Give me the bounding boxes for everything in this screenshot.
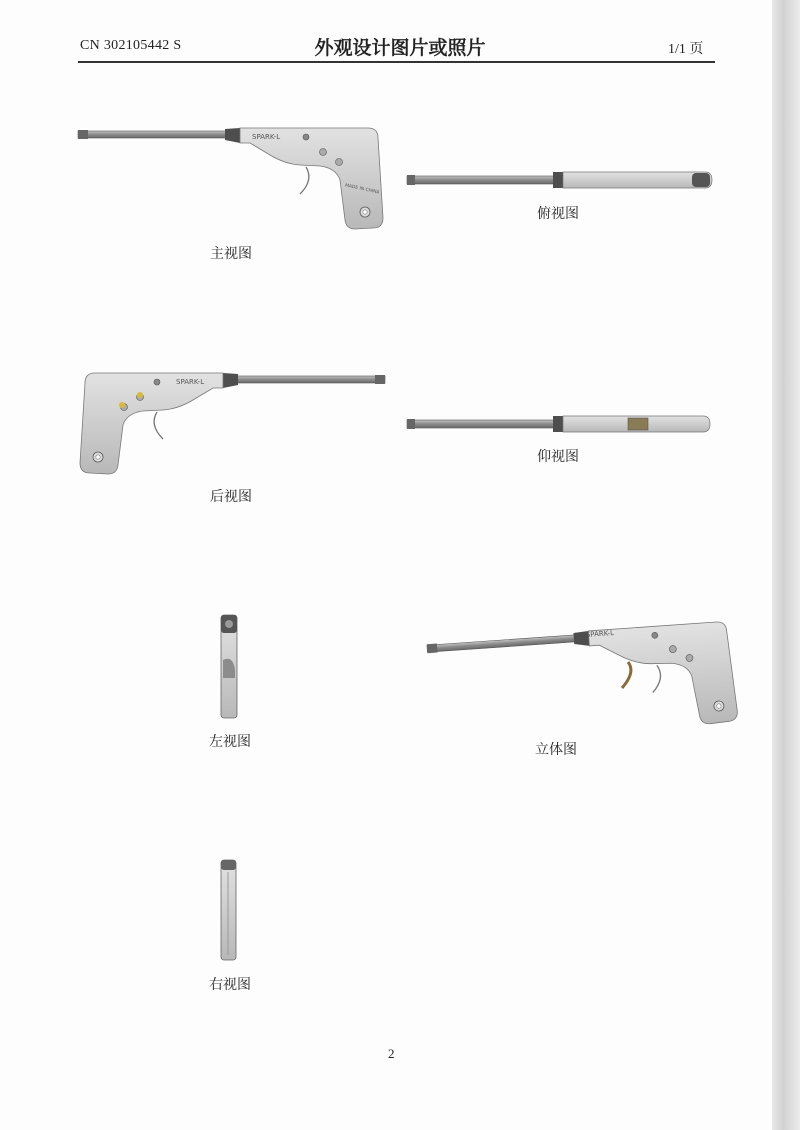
origin-marking: MADE IN CHINA	[344, 183, 380, 196]
caption-right-view: 右视图	[209, 977, 251, 993]
caption-rear-view: 后视图	[210, 489, 252, 505]
caption-perspective-view: 立体图	[535, 742, 577, 758]
left-view-drawing	[221, 615, 237, 718]
perspective-view-drawing	[427, 621, 738, 743]
top-view-drawing	[407, 172, 712, 188]
caption-left-view: 左视图	[209, 734, 251, 750]
caption-bottom-view: 仰视图	[537, 449, 579, 465]
rear-brand-marking: SPARK-L	[176, 378, 205, 386]
perspective-brand-marking: SPARK-L	[585, 629, 615, 639]
right-view-drawing	[221, 860, 236, 960]
page-number: 2	[388, 1046, 395, 1061]
bottom-view-drawing	[407, 416, 710, 432]
caption-top-view: 俯视图	[537, 206, 579, 222]
front-view-drawing	[78, 128, 383, 229]
caption-front-view: 主视图	[210, 246, 252, 262]
document-number: CN 302105442 S	[80, 38, 182, 53]
page-title: 外观设计图片或照片	[314, 37, 486, 59]
page-indicator: 1/1 页	[668, 42, 704, 57]
rear-view-drawing	[80, 373, 385, 474]
brand-marking: SPARK-L	[252, 133, 281, 141]
